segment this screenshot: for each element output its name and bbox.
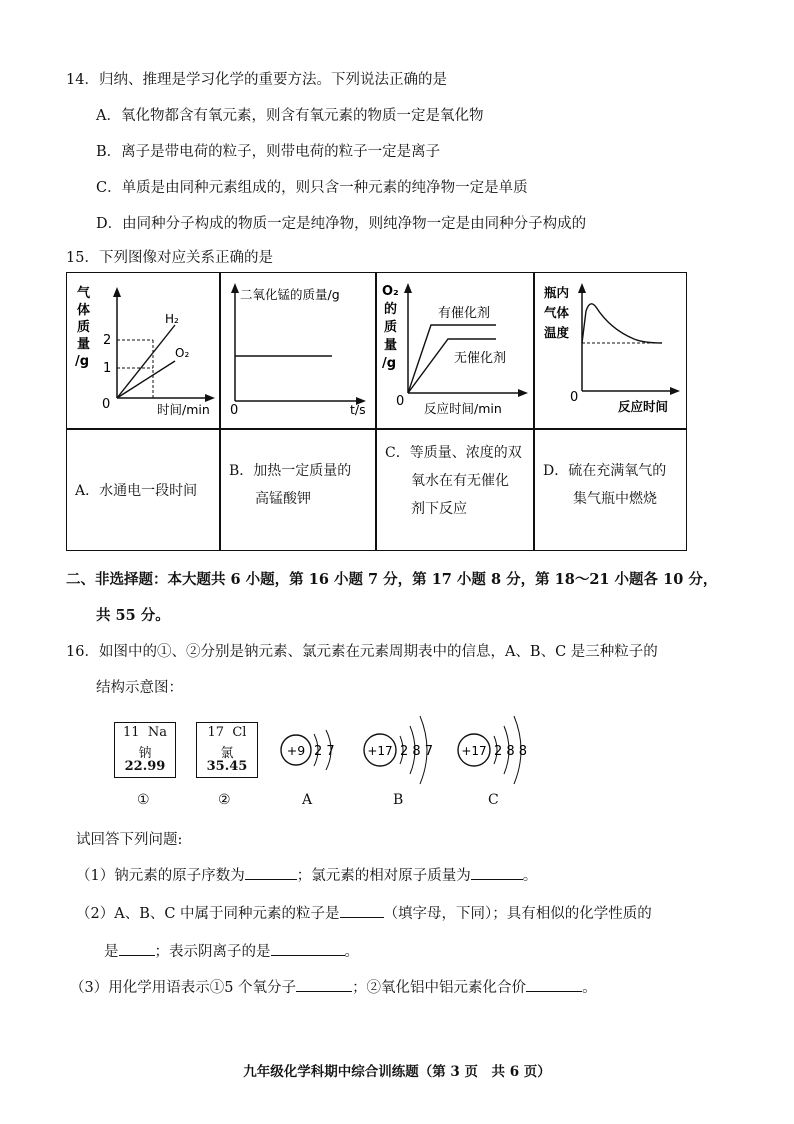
graph-b-xlabel: t/s: [350, 402, 366, 417]
graph-a: [67, 273, 219, 428]
svg-text:的: 的: [384, 302, 398, 317]
graph-c-curve2: 无催化剂: [454, 351, 507, 366]
graph-c-curve1: 有催化剂: [438, 306, 491, 321]
q14-option-b: B．离子是带电荷的粒子，则带电荷的粒子一定是离子: [96, 144, 441, 160]
q14-option-c: C．单质是由同种元素组成的，则只含一种元素的纯净物一定是单质: [96, 180, 528, 196]
particle-a-diagram: [274, 724, 354, 784]
svg-text:/g: /g: [75, 354, 90, 369]
answer-blank-1[interactable]: [245, 867, 297, 880]
graph-a-xlabel: 时间/min: [157, 402, 210, 417]
graph-b-ylabel: 二氧化锰的质量/g: [240, 287, 340, 302]
svg-text:瓶内: 瓶内: [544, 285, 570, 300]
graph-a-ytick-1: 1: [103, 361, 112, 376]
graph-a-origin: 0: [102, 397, 111, 412]
label-particle-b: B: [393, 792, 404, 808]
q16-sub2-line1: （2）A、B、C 中属于同种元素的粒子是 （填字母，下同）；具有相似的化学性质的: [76, 906, 652, 922]
graph-a-ylabel: [75, 285, 91, 369]
svg-text:+17: +17: [367, 744, 393, 758]
graph-c-origin: 0: [396, 394, 405, 409]
graph-a-h2-label: H₂: [165, 312, 179, 326]
graph-c-xlabel: 反应时间/min: [424, 401, 502, 416]
section2-line1: 二、非选择题：本大题共 6 小题，第 16 小题 7 分，第 17 小题 8 分，第 18～21 小题各 10 分，: [66, 571, 718, 588]
svg-text:气: 气: [77, 286, 91, 301]
element-card-cl: 17 Cl 氯 35.45: [196, 722, 258, 778]
particle-c-diagram: [454, 710, 544, 790]
graph-c-ylabel: [382, 284, 399, 371]
q15-option-b: B．加热一定质量的 高锰酸钾: [229, 463, 352, 507]
svg-text:质: 质: [384, 320, 398, 335]
label-particle-a: A: [302, 792, 313, 808]
q16-sub1: （1）钠元素的原子序数为 ；氯元素的相对原子质量为 。: [76, 868, 538, 884]
q15-option-a: A．水通电一段时间: [75, 483, 198, 499]
svg-text:质: 质: [77, 320, 91, 335]
svg-text:量: 量: [384, 338, 398, 353]
q15-graph-table: [66, 272, 687, 551]
q14-stem: 14．归纳、推理是学习化学的重要方法。下列说法正确的是: [66, 72, 447, 88]
label-circle-2: ②: [218, 792, 231, 808]
q14-option-a: A．氧化物都含有氧元素，则含有氧元素的物质一定是氧化物: [96, 108, 484, 124]
q16-prompt: 试回答下列问题:: [76, 832, 183, 848]
svg-text:+17: +17: [461, 744, 487, 758]
q15-option-d: D．硫在充满氧气的 集气瓶中燃烧: [543, 463, 667, 507]
graph-d-xlabel: 反应时间: [618, 399, 669, 414]
particle-b-diagram: [360, 710, 450, 790]
graph-d-ylabel: [544, 285, 570, 340]
section2-line2: 共 55 分。: [96, 607, 170, 624]
svg-text:2 8 8: 2 8 8: [494, 744, 528, 759]
svg-text:+9: +9: [286, 743, 306, 758]
svg-text:2 8 7: 2 8 7: [400, 744, 434, 759]
answer-blank-7[interactable]: [526, 979, 582, 992]
label-particle-c: C: [488, 792, 499, 808]
q16-stem2: 结构示意图：: [96, 680, 183, 696]
q16-stem1: 16．如图中的①、②分别是钠元素、氯元素在元素周期表中的信息，A、B、C 是三种粒子的: [66, 644, 658, 660]
answer-blank-6[interactable]: [296, 979, 352, 992]
q15-stem: 15．下列图像对应关系正确的是: [66, 250, 273, 266]
answer-blank-3[interactable]: [340, 905, 384, 918]
svg-text:/g: /g: [382, 356, 397, 371]
q16-sub2-line2: 是 ；表示阴离子的是 。: [104, 944, 359, 960]
answer-blank-2[interactable]: [471, 867, 523, 880]
svg-text:2 7: 2 7: [314, 744, 335, 759]
svg-text:气体: 气体: [544, 305, 570, 320]
graph-a-o2-label: O₂: [175, 346, 190, 360]
q14-option-d: D．由同种分子构成的物质一定是纯净物，则纯净物一定是由同种分子构成的: [96, 216, 587, 232]
svg-text:量: 量: [77, 337, 91, 352]
element-card-na: 11 Na 钠 22.99: [114, 722, 176, 778]
graph-b-origin: 0: [230, 403, 239, 418]
graph-d-origin: 0: [570, 390, 579, 405]
answer-blank-5[interactable]: [271, 943, 345, 956]
page-footer: 九年级化学科期中综合训练题（第 3 页 共 6 页）: [243, 1064, 551, 1080]
q16-sub3: （3）用化学用语表示①5 个氧分子 ；②氧化铝中铝元素化合价 。: [70, 980, 597, 996]
svg-text:温度: 温度: [544, 325, 570, 340]
answer-blank-4[interactable]: [119, 943, 155, 956]
q15-option-c: C．等质量、浓度的双 氧水在有无催化 剂下反应: [385, 445, 522, 517]
label-circle-1: ①: [137, 792, 150, 808]
graph-a-ytick-2: 2: [103, 333, 112, 348]
svg-text:体: 体: [77, 303, 91, 318]
graph-c: [376, 273, 533, 428]
graph-b: [220, 273, 375, 428]
svg-text:O₂: O₂: [382, 284, 399, 299]
graph-d: [534, 273, 686, 428]
